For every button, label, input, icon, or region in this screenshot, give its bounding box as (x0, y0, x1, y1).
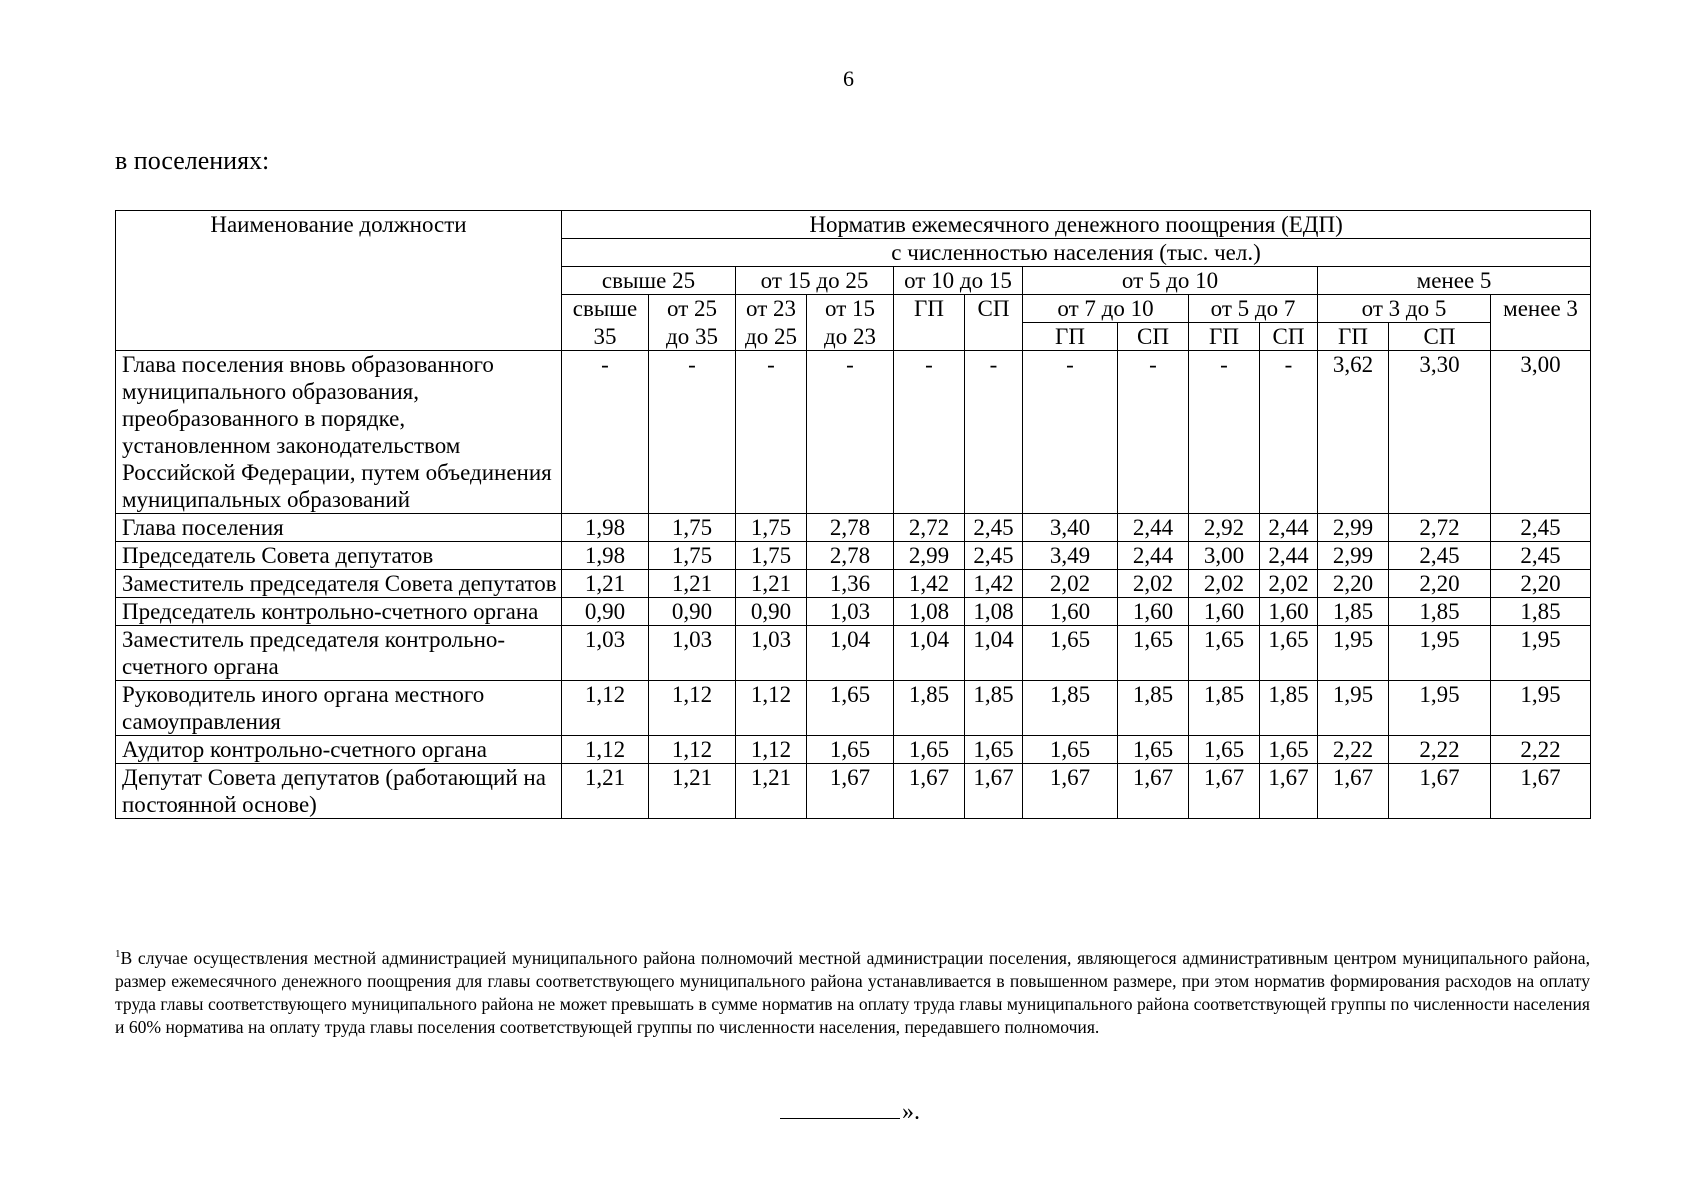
column-header-norm: Норматив ежемесячного денежного поощрения (ЕДП) (562, 211, 1591, 239)
table-row (116, 351, 1591, 514)
value-cell: 1,85 (1389, 598, 1491, 626)
value-cell: 3,00 (1189, 542, 1260, 570)
value-cell: 1,08 (894, 598, 965, 626)
value-cell: - (1189, 351, 1260, 514)
value-cell: 3,30 (1389, 351, 1491, 514)
value-cell: 1,65 (965, 736, 1023, 764)
value-cell: 1,75 (736, 514, 807, 542)
value-cell: 2,72 (1389, 514, 1491, 542)
value-cell: 2,45 (1389, 542, 1491, 570)
group-header: от 5 до 10 (1023, 267, 1318, 295)
signature-line (780, 1096, 900, 1119)
subgroup-header: до 35 (649, 323, 736, 351)
value-cell: - (965, 351, 1023, 514)
subgroup-header: менее 3 (1491, 295, 1591, 351)
group-header: свыше 25 (562, 267, 736, 295)
value-cell: 1,67 (807, 764, 894, 819)
value-cell: 1,85 (1318, 598, 1389, 626)
table-row (116, 514, 1591, 542)
subgroup-header: от 25 (649, 295, 736, 323)
value-cell: 1,21 (736, 764, 807, 819)
value-cell: 2,44 (1118, 514, 1189, 542)
value-cell: 1,60 (1118, 598, 1189, 626)
value-cell: 2,20 (1491, 570, 1591, 598)
subgroup-header: до 25 (736, 323, 807, 351)
value-cell: 2,02 (1118, 570, 1189, 598)
closing-mark (780, 1096, 920, 1126)
value-cell: 1,65 (1023, 736, 1118, 764)
value-cell: 1,75 (649, 542, 736, 570)
group-header: менее 5 (1318, 267, 1591, 295)
subgroup-header: ГП (1318, 323, 1389, 351)
value-cell: 1,85 (965, 681, 1023, 736)
table-row (116, 764, 1591, 819)
subgroup-header: СП (1389, 323, 1491, 351)
value-cell: 2,45 (965, 514, 1023, 542)
table-row (116, 681, 1591, 736)
subgroup-header: от 5 до 7 (1189, 295, 1318, 323)
value-cell: - (1260, 351, 1318, 514)
value-cell: 1,21 (649, 570, 736, 598)
value-cell: 2,45 (1491, 514, 1591, 542)
norms-table (115, 210, 1591, 819)
value-cell: 1,95 (1491, 626, 1591, 681)
value-cell: 0,90 (649, 598, 736, 626)
value-cell: 1,03 (807, 598, 894, 626)
table-row (116, 570, 1591, 598)
value-cell: 1,75 (736, 542, 807, 570)
subgroup-header: от 15 (807, 295, 894, 323)
value-cell: 2,02 (1189, 570, 1260, 598)
value-cell: 1,85 (1118, 681, 1189, 736)
value-cell: - (1023, 351, 1118, 514)
value-cell: 1,85 (1189, 681, 1260, 736)
value-cell: 2,99 (894, 542, 965, 570)
value-cell: 0,90 (562, 598, 649, 626)
value-cell: 2,44 (1260, 514, 1318, 542)
value-cell: - (736, 351, 807, 514)
value-cell: 1,12 (649, 736, 736, 764)
subgroup-header: от 3 до 5 (1318, 295, 1491, 323)
value-cell: 2,44 (1118, 542, 1189, 570)
value-cell: 2,99 (1318, 542, 1389, 570)
page-number: 6 (843, 66, 854, 91)
subgroup-header: СП (1260, 323, 1318, 351)
subgroup-header: ГП (1189, 323, 1260, 351)
value-cell: 1,12 (736, 736, 807, 764)
subgroup-header: до 23 (807, 323, 894, 351)
value-cell: 1,03 (736, 626, 807, 681)
section-intro: в поселениях: (115, 146, 270, 175)
value-cell: 1,67 (1318, 764, 1389, 819)
subgroup-header: СП (965, 295, 1023, 351)
value-cell: 2,78 (807, 514, 894, 542)
group-header: от 10 до 15 (894, 267, 1023, 295)
value-cell: 1,85 (1260, 681, 1318, 736)
value-cell: 1,67 (1118, 764, 1189, 819)
value-cell: - (562, 351, 649, 514)
value-cell: 1,65 (1260, 736, 1318, 764)
value-cell: 1,65 (1189, 626, 1260, 681)
value-cell: 3,62 (1318, 351, 1389, 514)
value-cell: - (1118, 351, 1189, 514)
value-cell: 1,65 (1260, 626, 1318, 681)
value-cell: 1,08 (965, 598, 1023, 626)
position-name-cell: Председатель контрольно-счетного органа (116, 598, 562, 626)
value-cell: 1,67 (1260, 764, 1318, 819)
value-cell: 3,00 (1491, 351, 1591, 514)
value-cell: 1,04 (894, 626, 965, 681)
value-cell: 1,67 (1023, 764, 1118, 819)
value-cell: 1,65 (1118, 736, 1189, 764)
value-cell: 1,67 (1189, 764, 1260, 819)
header-row-1 (116, 211, 1591, 239)
value-cell: 2,44 (1260, 542, 1318, 570)
value-cell: 1,03 (562, 626, 649, 681)
value-cell: 1,04 (807, 626, 894, 681)
value-cell: 1,03 (649, 626, 736, 681)
value-cell: 1,60 (1189, 598, 1260, 626)
position-name-cell: Глава поселения вновь образованного муниципального образования, преобразованного в порядке, установленном законодательством Российской Федерации, путем объединения муниципальных образований (116, 351, 562, 514)
position-name-cell: Заместитель председателя контрольно-счетного органа (116, 626, 562, 681)
value-cell: 2,22 (1318, 736, 1389, 764)
value-cell: - (894, 351, 965, 514)
position-name-cell: Депутат Совета депутатов (работающий на постоянной основе) (116, 764, 562, 819)
value-cell: 1,12 (649, 681, 736, 736)
value-cell: 2,20 (1318, 570, 1389, 598)
subgroup-header: 35 (562, 323, 649, 351)
value-cell: 1,85 (1491, 598, 1591, 626)
value-cell: 1,67 (1389, 764, 1491, 819)
value-cell: 1,95 (1491, 681, 1591, 736)
value-cell: 1,42 (894, 570, 965, 598)
value-cell: - (649, 351, 736, 514)
value-cell: 1,42 (965, 570, 1023, 598)
value-cell: 1,21 (562, 764, 649, 819)
value-cell: 1,12 (736, 681, 807, 736)
value-cell: 1,36 (807, 570, 894, 598)
value-cell: 1,65 (1023, 626, 1118, 681)
value-cell: 1,75 (649, 514, 736, 542)
footnote-text: В случае осуществления местной администрацией муниципального района полномочий местной администрации поселения, являющегося административным центром муниципального района, размер ежемесячного денежного поощрения для главы соответствующего муниципального района устанавливается в повышенном размере, при этом норматив формирования расходов на оплату труда главы соответствующего муниципального района не может превышать в сумме норматив на оплату труда главы муниципального района соответствующей группы по численности населения и 60% норматива на оплату труда главы поселения соответствующей группы по численности населения, передавшего полномочия. (115, 948, 1590, 1037)
value-cell: 1,95 (1318, 626, 1389, 681)
value-cell: 1,85 (894, 681, 965, 736)
value-cell: 1,65 (1118, 626, 1189, 681)
value-cell: 1,65 (807, 736, 894, 764)
table-body (116, 351, 1591, 819)
value-cell: 2,45 (965, 542, 1023, 570)
value-cell: 3,49 (1023, 542, 1118, 570)
value-cell: 1,21 (736, 570, 807, 598)
value-cell: 1,04 (965, 626, 1023, 681)
subgroup-header: ГП (894, 295, 965, 351)
value-cell: 2,78 (807, 542, 894, 570)
value-cell: 1,95 (1389, 626, 1491, 681)
value-cell: 1,95 (1318, 681, 1389, 736)
position-name-cell: Глава поселения (116, 514, 562, 542)
value-cell: 2,99 (1318, 514, 1389, 542)
value-cell: 1,60 (1260, 598, 1318, 626)
value-cell: 1,67 (965, 764, 1023, 819)
value-cell: 1,60 (1023, 598, 1118, 626)
subgroup-header: свыше (562, 295, 649, 323)
subgroup-header: СП (1118, 323, 1189, 351)
value-cell: 1,12 (562, 681, 649, 736)
table-row (116, 542, 1591, 570)
value-cell: 1,12 (562, 736, 649, 764)
subgroup-header: ГП (1023, 323, 1118, 351)
subgroup-header: от 7 до 10 (1023, 295, 1189, 323)
table-row (116, 626, 1591, 681)
value-cell: 2,02 (1023, 570, 1118, 598)
value-cell: 1,21 (562, 570, 649, 598)
value-cell: 1,65 (807, 681, 894, 736)
value-cell: 1,98 (562, 514, 649, 542)
position-name-cell: Председатель Совета депутатов (116, 542, 562, 570)
value-cell: - (807, 351, 894, 514)
group-header: от 15 до 25 (736, 267, 894, 295)
value-cell: 2,22 (1491, 736, 1591, 764)
position-name-cell: Аудитор контрольно-счетного органа (116, 736, 562, 764)
value-cell: 2,20 (1389, 570, 1491, 598)
column-header-population: с численностью населения (тыс. чел.) (562, 239, 1591, 267)
footnote-marker: 1 (115, 948, 121, 961)
value-cell: 2,45 (1491, 542, 1591, 570)
value-cell: 1,98 (562, 542, 649, 570)
value-cell: 1,95 (1389, 681, 1491, 736)
table-row (116, 598, 1591, 626)
position-name-cell: Руководитель иного органа местного самоуправления (116, 681, 562, 736)
value-cell: 2,72 (894, 514, 965, 542)
value-cell: 2,92 (1189, 514, 1260, 542)
value-cell: 1,67 (894, 764, 965, 819)
value-cell: 1,85 (1023, 681, 1118, 736)
footnote (115, 947, 1590, 1039)
value-cell: 0,90 (736, 598, 807, 626)
closing-quote: ». (902, 1099, 920, 1125)
value-cell: 2,02 (1260, 570, 1318, 598)
subgroup-header: от 23 (736, 295, 807, 323)
value-cell: 1,67 (1491, 764, 1591, 819)
column-header-name: Наименование должности (116, 211, 562, 351)
value-cell: 1,65 (1189, 736, 1260, 764)
value-cell: 1,65 (894, 736, 965, 764)
value-cell: 3,40 (1023, 514, 1118, 542)
table-row (116, 736, 1591, 764)
value-cell: 2,22 (1389, 736, 1491, 764)
position-name-cell: Заместитель председателя Совета депутатов (116, 570, 562, 598)
value-cell: 1,21 (649, 764, 736, 819)
